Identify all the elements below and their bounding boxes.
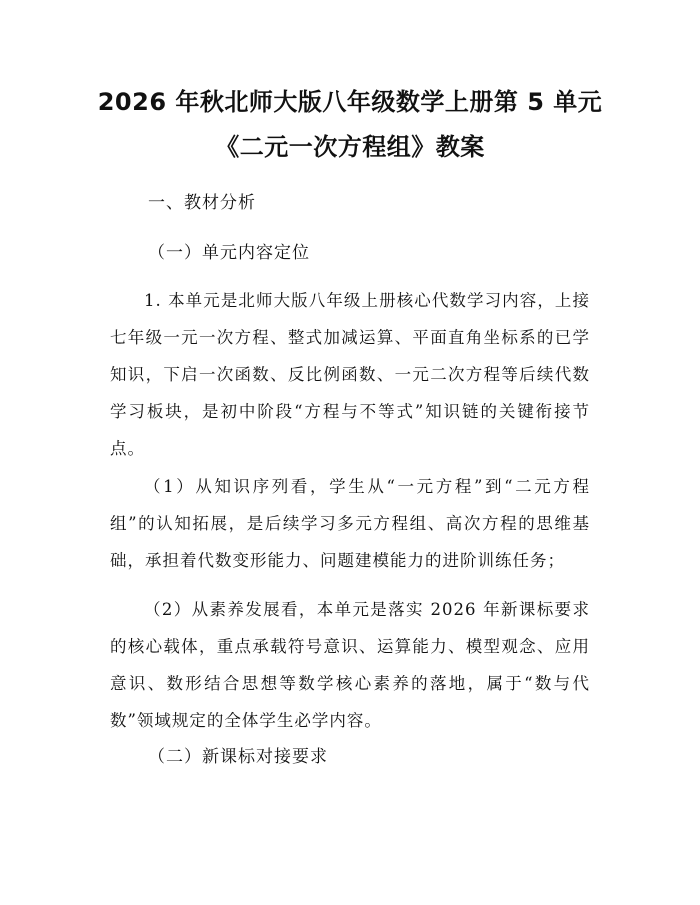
paragraph-knowledge-sequence: （1）从知识序列看，学生从“一元方程”到“二元方程组”的认知拓展，是后续学习多元方程组、高次方程的思维基础，承担着代数变形能力、问题建模能力的进阶训练任务； bbox=[110, 477, 590, 570]
document-title-line-2: 《二元一次方程组》教案 bbox=[215, 133, 485, 161]
section-heading-textbook-analysis: 一、教材分析 bbox=[148, 193, 256, 213]
subsection-heading-unit-positioning: （一）单元内容定位 bbox=[148, 243, 310, 263]
paragraph-literacy-development: （2）从素养发展看，本单元是落实 2026 年新课标要求的核心载体，重点承载符号意识、运算能力、模型观念、应用意识、数形结合思想等数学核心素养的落地，属于“数与代数”领域规定的全体学生必学内容。 bbox=[110, 600, 590, 730]
paragraph-unit-overview: 1. 本单元是北师大版八年级上册核心代数学习内容，上接七年级一元一次方程、整式加减运算、平面直角坐标系的已学知识，下启一次函数、反比例函数、一元二次方程等后续代数学习板块，是初中阶段“方程与不等式”知识链的关键衔接节点。 bbox=[110, 291, 590, 458]
document-title-line-1: 2026 年秋北师大版八年级数学上册第 5 单元 bbox=[97, 88, 603, 116]
subsection-heading-curriculum-requirements: （二）新课标对接要求 bbox=[148, 747, 328, 767]
